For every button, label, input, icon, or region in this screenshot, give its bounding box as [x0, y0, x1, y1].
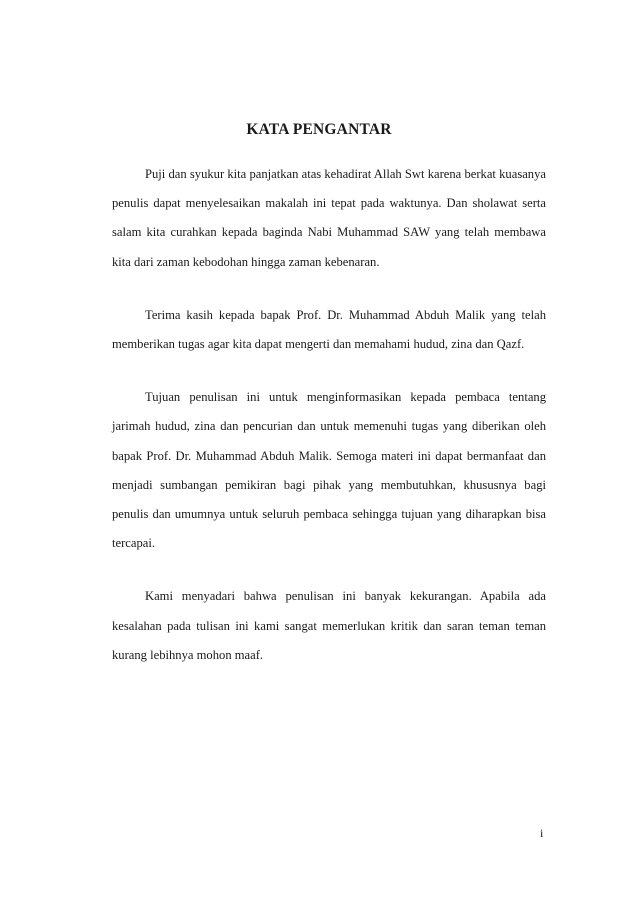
paragraph-purpose: Tujuan penulisan ini untuk menginformasikan kepada pembaca tentang jarimah hudud, zina dan pencurian dan untuk memenuhi tugas yang diberikan oleh bapak Prof. Dr. Muhammad Abduh Malik. Semoga materi ini dapat bermanfaat dan menjadi sumbangan pemikiran bagi pihak yang membutuhkan, khususnya bagi penulis dan umumnya untuk seluruh pembaca sehingga tujuan yang diharapkan bisa tercapai. [112, 390, 546, 551]
paragraph-closing: Kami menyadari bahwa penulisan ini banyak kekurangan. Apabila ada kesalahan pada tulisan ini kami sangat memerlukan kritik dan saran teman teman kurang lebihnya mohon maaf. [112, 589, 546, 662]
page-number: i [540, 826, 544, 840]
document-body [112, 160, 546, 694]
page-title: KATA PENGANTAR [246, 121, 392, 138]
paragraph-thanks: Terima kasih kepada bapak Prof. Dr. Muhammad Abduh Malik yang telah memberikan tugas agar kita dapat mengerti dan memahami hudud, zina dan Qazf. [112, 307, 546, 352]
paragraph-opening: Puji dan syukur kita panjatkan atas kehadirat Allah Swt karena berkat kuasanya penulis dapat menyelesaikan makalah ini tepat pada waktunya. Dan sholawat serta salam kita curahkan kepada baginda Nabi Muhammad SAW yang telah membawa kita dari zaman kebodohan hingga zaman kebenaran. [112, 167, 546, 269]
